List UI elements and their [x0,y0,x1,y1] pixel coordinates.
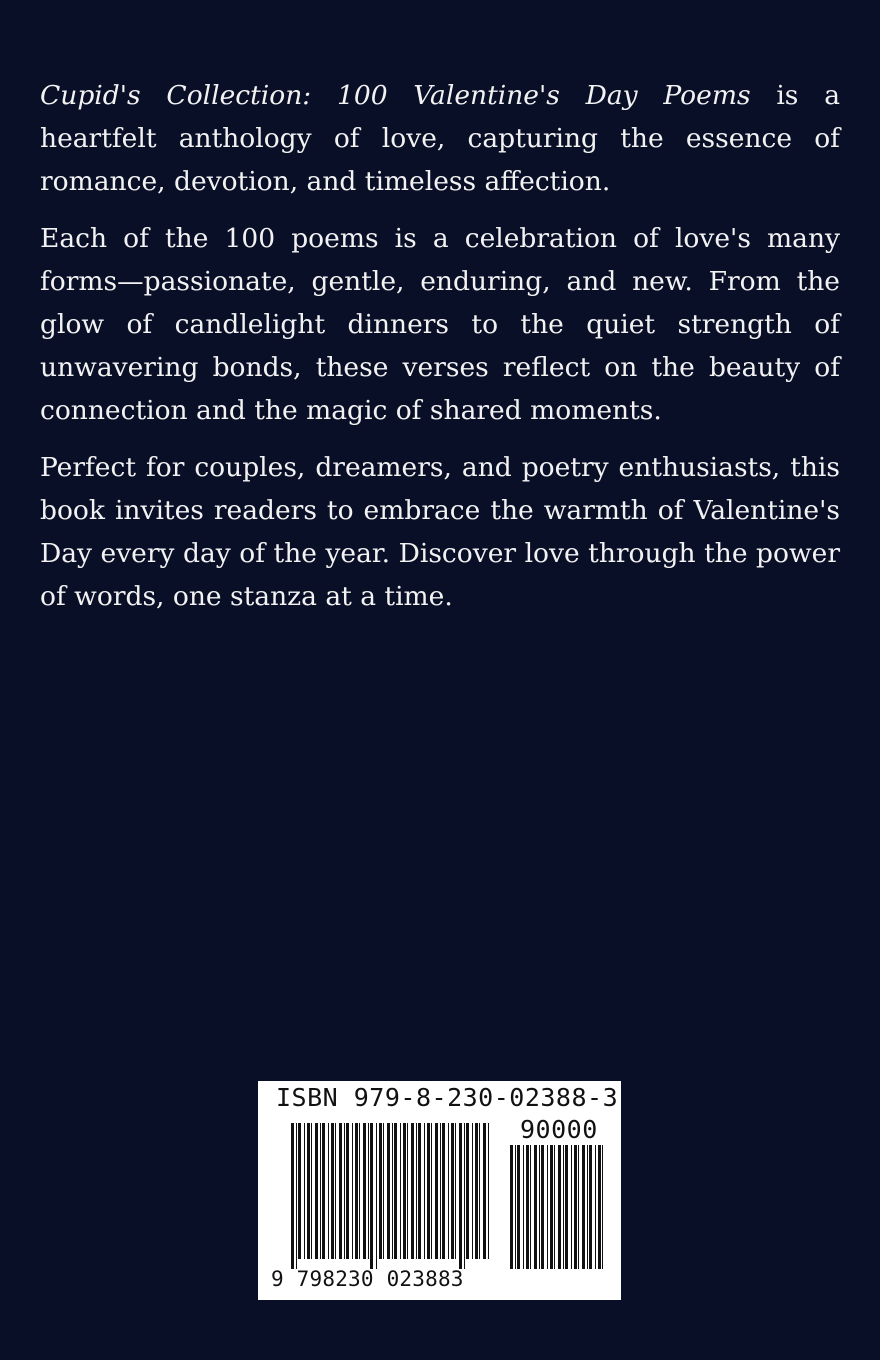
ean-digits: 9 798230 023883 [271,1267,464,1291]
barcode-bar [466,1123,469,1259]
barcode-bar [344,1123,345,1259]
barcode-bar [515,1145,516,1269]
barcode-bar [550,1145,553,1269]
barcode-bar [315,1123,318,1259]
barcode-bar [565,1145,568,1269]
addon-code: 90000 [520,1115,598,1144]
barcode-bar [392,1123,393,1259]
barcode-bar [370,1123,373,1269]
barcode-bar [440,1123,441,1259]
barcode-bar [451,1123,454,1259]
barcode-bar [455,1123,456,1259]
barcode-bar [416,1123,417,1259]
barcode-bar [418,1123,421,1259]
barcode-bar [563,1145,564,1269]
barcode-bar [475,1123,478,1259]
barcode-bar [403,1123,406,1259]
barcode-bar [407,1123,408,1259]
barcode-bar [510,1145,513,1269]
barcode-bar [352,1123,353,1259]
barcode-bar [291,1123,294,1269]
barcode-bar [383,1123,384,1259]
barcode-bar [442,1123,445,1259]
barcode-bar [571,1145,572,1269]
barcode-bar [459,1123,462,1269]
barcode-bar [346,1123,349,1259]
barcode-bar [483,1123,486,1259]
barcode-bar [431,1123,432,1259]
barcode-bar [376,1123,377,1269]
book-title: Cupid's Collection: 100 Valentine's Day Poems [40,80,751,111]
barcode-bar [368,1123,369,1259]
barcode-bar [320,1123,321,1259]
barcode-bar [488,1123,489,1259]
barcode-bar [296,1123,297,1269]
barcode-bar [339,1123,342,1259]
barcode-bar [387,1123,390,1259]
barcode-bar [602,1145,603,1269]
barcode-bar [472,1123,473,1259]
barcode-bar [517,1145,520,1269]
barcode-bar [335,1123,336,1259]
description-paragraph-2: Each of the 100 poems is a celebration of love's many forms—passionate, gentle, enduring, and new. From the glow of candlelight dinners to the quiet strength of unwavering bonds, these verses reflect on the beauty of connection and the magic of shared moments. [40,223,840,426]
barcode-bar [574,1145,577,1269]
barcode-bar [400,1123,401,1259]
description-paragraph-1-text: is a heartfelt anthology of love, capturing the essence of romance, devotion, and timeless affection. [40,80,840,197]
barcode-bar [331,1123,334,1259]
barcode-bar [464,1123,465,1269]
book-description [40,74,840,632]
barcode-bar [328,1123,329,1259]
barcode-bar [298,1123,301,1259]
barcode-bar [435,1123,438,1259]
barcode-bar [479,1123,480,1259]
barcode-bar [424,1123,425,1259]
barcode-bar [307,1123,310,1259]
barcode-bar [530,1145,531,1269]
description-paragraph-1 [40,74,840,203]
barcode-bar [587,1145,588,1269]
barcode-bar [598,1145,601,1269]
isbn-label: ISBN 979-8-230-02388-3 [276,1083,619,1112]
barcode-bar [558,1145,561,1269]
barcode-bar [322,1123,325,1259]
barcode-bar [379,1123,382,1259]
barcode-bar [304,1123,305,1259]
barcode-bar [526,1145,529,1269]
barcode-bar [539,1145,540,1269]
barcode-bar [394,1123,397,1259]
barcode-bar [427,1123,430,1259]
barcode-bar [554,1145,555,1269]
barcode-bar [448,1123,449,1259]
barcode-bar [589,1145,592,1269]
barcode-bar [355,1123,358,1259]
barcode-bar [547,1145,548,1269]
barcode-bar [541,1145,544,1269]
description-paragraph-3: Perfect for couples, dreamers, and poetry enthusiasts, this book invites readers to embrace the warmth of Valentine's Day every day of the year. Discover love through the power of words, one stanza at a time. [40,452,840,612]
barcode-bar [359,1123,360,1259]
barcode-bar [523,1145,524,1269]
isbn-barcode [258,1081,621,1300]
barcode-bar [363,1123,366,1259]
barcode-bar [578,1145,579,1269]
barcode-bar [595,1145,596,1269]
barcode-bar [534,1145,537,1269]
barcode-bar [311,1123,312,1259]
barcode-bar [411,1123,414,1259]
barcode-bar [582,1145,585,1269]
